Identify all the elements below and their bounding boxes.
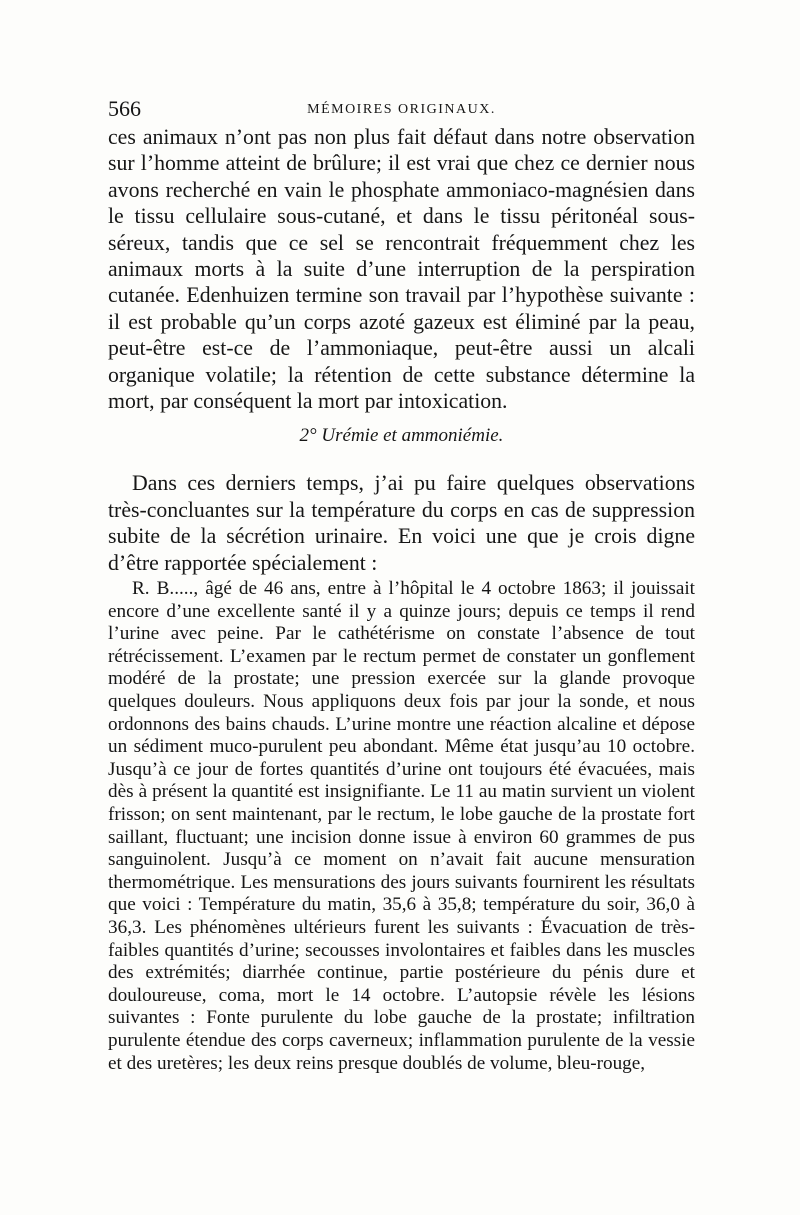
section-title: 2° Urémie et ammoniémie.: [299, 425, 504, 447]
paragraph-continued: ces animaux n’ont pas non plus fait défaut dans notre observation sur l’homme atteint de brûlure; il est vrai que chez ce dernier nous avons recherché en vain le phosphate ammoniaco-magnésien dans le tissu cellulaire sous-cutané, et dans le tissu péritonéal sous-séreux, tandis que ce sel se rencontrait fréquemment chez les animaux morts à la suite d’une interruption de la perspiration cutanée. Edenhuizen termine son travail par l’hypothèse suivante : il est probable qu’un corps azoté gazeux est éliminé par la peau, peut-être est-ce de l’ammoniaque, peut-être aussi un alcali organique volatile; la rétention de cette substance détermine la mort, par conséquent la mort par intoxication.: [108, 125, 695, 414]
page-number: 566: [108, 96, 141, 121]
page-header: [108, 96, 695, 126]
running-head: MÉMOIRES ORIGINAUX.: [307, 102, 496, 117]
case-report-paragraph: R. B....., âgé de 46 ans, entre à l’hôpital le 4 octobre 1863; il jouissait encore d’une excellente santé il y a quinze jours; depuis ce temps il rend l’urine avec peine. Par le cathétérisme on constate l’absence de tout rétrécissement. L’examen par le rectum permet de constater un gonflement modéré de la prostate; une pression exercée sur la glande provoque quelques douleurs. Nous appliquons deux fois par jour la sonde, et nous ordonnons des bains chauds. L’urine montre une réaction alcaline et dépose un sédiment muco-purulent peu abondant. Même état jusqu’au 10 octobre. Jusqu’à ce jour de fortes quantités d’urine ont toujours été évacuées, mais dès à présent la quantité est insignifiante. Le 11 au matin survient un violent frisson; on sent maintenant, par le rectum, le lobe gauche de la prostate fort saillant, fluctuant; une incision donne issue à environ 60 grammes de pus sanguinolent. Jusqu’à ce moment on n’avait fait aucune mensuration thermométrique. Les mensurations des jours suivants fournirent les résultats que voici : Température du matin, 35,6 à 35,8; température du soir, 36,0 à 36,3. Les phénomènes ultérieurs furent les suivants : Évacuation de très-faibles quantités d’urine; secousses involontaires et faibles dans les muscles des extrémités; diarrhée continue, partie postérieure du pénis dure et douloureuse, coma, mort le 14 octobre. L’autopsie révèle les lésions suivantes : Fonte purulente du lobe gauche de la prostate; infiltration purulente étendue des corps caverneux; inflammation purulente de la vessie et des uretères; les deux reins presque doublés de volume, bleu-rouge,: [108, 578, 695, 1074]
page-body: [108, 124, 695, 1075]
paragraph-intro: Dans ces derniers temps, j’ai pu faire quelques observations très-concluantes sur la température du corps en cas de suppression subite de la sécrétion urinaire. En voici une que je crois digne d’être rapportée spécialement :: [108, 471, 695, 575]
